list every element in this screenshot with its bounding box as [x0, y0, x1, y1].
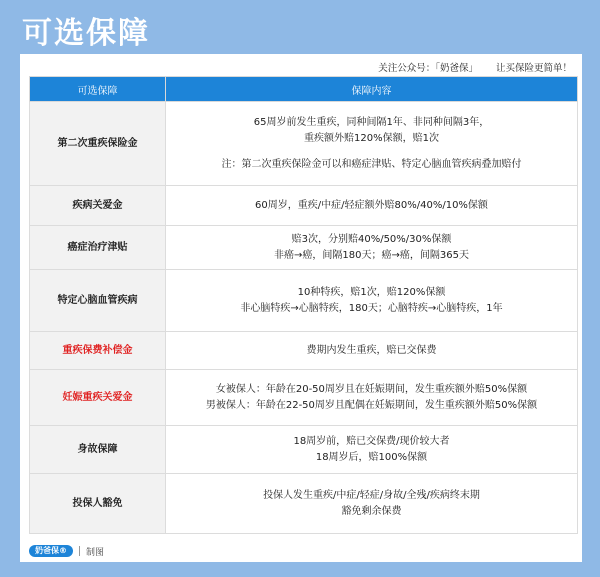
coverage-name: 特定心脑血管疾病: [30, 270, 166, 332]
content-line: 男被保人：年龄在22-50周岁且配偶在妊娠期间，发生重疾额外赔50%保额: [205, 399, 538, 411]
table-row: [30, 270, 578, 332]
coverage-content: [166, 426, 578, 474]
coverage-table: [29, 76, 578, 534]
follow-line: [378, 60, 572, 74]
follow-text: 关注公众号：「奶爸保」: [378, 63, 478, 74]
table-row: [30, 102, 578, 186]
coverage-name: 第二次重疾保险金: [30, 102, 166, 186]
coverage-content: [166, 102, 578, 186]
column-header: 保障内容: [166, 77, 578, 102]
footer-label: 制图: [86, 547, 105, 558]
content-line: 非癌→癌，间隔180天；癌→癌，间隔365天: [274, 249, 469, 261]
table-row: [30, 370, 578, 426]
table-row: [30, 426, 578, 474]
content-line: 18周岁前，赔已交保费/现价较大者: [293, 435, 450, 447]
coverage-content: [166, 474, 578, 534]
coverage-name: 重疾保费补偿金: [30, 332, 166, 370]
footer: [29, 544, 104, 558]
brand-logo: 奶爸保®: [29, 545, 73, 557]
table-row: [30, 226, 578, 270]
coverage-content: [166, 332, 578, 370]
content-line: 60周岁，重疾/中症/轻症额外赔80%/40%/10%保额: [255, 199, 488, 211]
content-line: 赔3次，分别赔40%/50%/30%保额: [291, 233, 452, 245]
coverage-name: 投保人豁免: [30, 474, 166, 534]
content-card: [20, 54, 582, 562]
content-line: 10种特疾，赔1次，赔120%保额: [297, 286, 446, 298]
coverage-name: 癌症治疗津贴: [30, 226, 166, 270]
coverage-content: [166, 186, 578, 226]
content-line: [166, 147, 577, 157]
coverage-name: 疾病关爱金: [30, 186, 166, 226]
content-line: 注：第二次重疾保险金可以和癌症津贴、特定心脑血管疾病叠加赔付: [221, 158, 522, 170]
content-line: 65周岁前发生重疾，同种间隔1年、非同种间隔3年，: [253, 116, 490, 128]
content-line: 费期内发生重疾，赔已交保费: [306, 344, 437, 356]
column-header: 可选保障: [30, 77, 166, 102]
coverage-content: [166, 370, 578, 426]
coverage-content: [166, 226, 578, 270]
content-line: 女被保人：年龄在20-50周岁且在妊娠期间，发生重疾额外赔50%保额: [215, 383, 528, 395]
content-line: 投保人发生重疾/中症/轻症/身故/全残/疾病终末期: [263, 489, 480, 501]
coverage-content: [166, 270, 578, 332]
coverage-name: 身故保障: [30, 426, 166, 474]
content-line: 非心脑特疾→心脑特疾，180天；心脑特疾→心脑特疾，1年: [240, 302, 503, 314]
table-row: [30, 332, 578, 370]
content-line: 重疾额外赔120%保额，赔1次: [304, 132, 439, 144]
table-row: [30, 474, 578, 534]
content-line: 豁免剩余保费: [341, 505, 402, 517]
table-row: [30, 186, 578, 226]
content-line: 18周岁后，赔100%保额: [315, 451, 428, 463]
table-header-row: [30, 77, 578, 102]
slogan-text: 让买保险更简单！: [495, 63, 572, 74]
page-title: 可选保障: [22, 16, 150, 51]
coverage-name: 妊娠重疾关爱金: [30, 370, 166, 426]
divider: [79, 546, 80, 556]
